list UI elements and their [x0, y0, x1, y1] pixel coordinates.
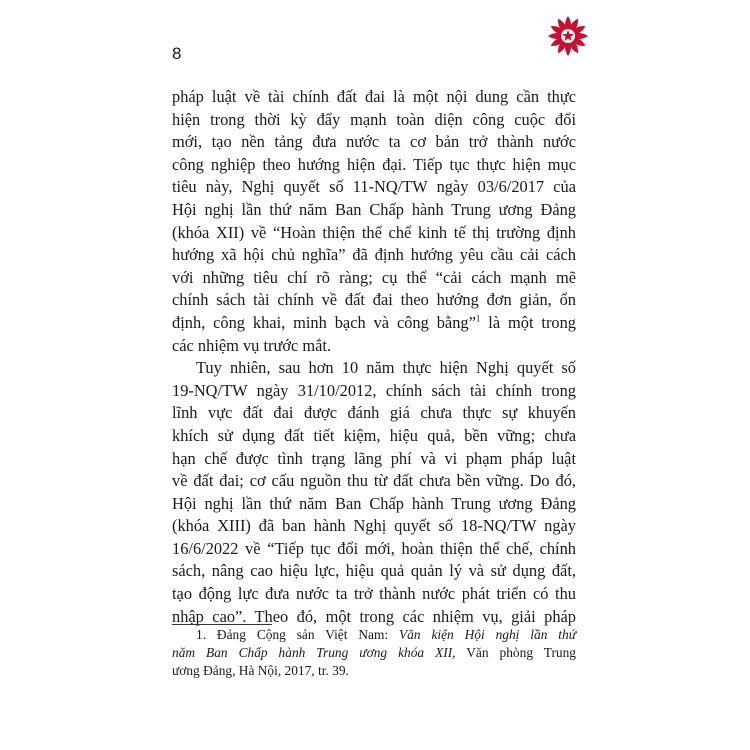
text-line: các nhiệm vụ trước mắt.: [172, 335, 332, 355]
footnote-publisher: Văn phòng Trung: [455, 645, 576, 660]
text-line: hạn chế được tình trạng lãng phí và vi phạm pháp luật: [172, 448, 576, 468]
text-line: hiện trong thời kỳ đẩy mạnh toàn diện công cuộc đổi: [172, 109, 576, 129]
text-segment: định, công khai, minh bạch và công bằng”: [172, 312, 476, 332]
footnote-reference[interactable]: 1: [475, 313, 481, 324]
text-line: (khóa XII) về “Hoàn thiện thể chế kinh tế thị trường định: [172, 222, 576, 242]
text-line: khích sử dụng đất tiết kiệm, hiệu quả, bền vững; chưa: [172, 425, 576, 445]
footnote-title: Văn kiện Hội nghị lần thứ: [398, 627, 576, 642]
text-line: với những tiêu chí rõ ràng; cụ thể “cải cách mạnh mẽ: [172, 267, 576, 287]
text-line-with-footnote: [172, 312, 576, 335]
text-line: lĩnh vực đất đai được đánh giá chưa thực sự khuyến: [172, 403, 576, 423]
footnote-divider: [172, 624, 272, 625]
text-line: Hội nghị lần thứ năm Ban Chấp hành Trung ương Đảng: [172, 493, 576, 513]
footnote-title: năm Ban Chấp hành Trung ương khóa XII,: [172, 645, 456, 660]
text-segment: là một trong: [480, 312, 577, 332]
footnote-line: [172, 626, 576, 644]
footnote-line: ương Đảng, Hà Nội, 2017, tr. 39.: [172, 663, 349, 678]
text-line: chính sách tài chính về đất đai theo hướng đơn giản, ổn: [172, 290, 576, 310]
text-line: hướng xã hội chủ nghĩa” đã định hướng yêu cầu cải cách: [172, 245, 576, 265]
text-line: công nghiệp theo hướng hiện đại. Tiếp tục thực hiện mục: [172, 154, 576, 174]
text-line: 16/6/2022 về “Tiếp tục đổi mới, hoàn thiện thể chế, chính: [172, 538, 576, 558]
page-number: 8: [172, 44, 182, 63]
footnote-line: [172, 644, 576, 662]
text-line: về đất đai; cơ cấu nguồn thu từ đất chưa bền vững. Do đó,: [172, 471, 576, 491]
text-line: tiêu này, Nghị quyết số 11-NQ/TW ngày 03/6/2017 của: [172, 177, 576, 197]
paragraph-1: [172, 86, 576, 357]
text-line: Tuy nhiên, sau hơn 10 năm thực hiện Nghị quyết số: [196, 358, 576, 378]
text-line: nhập cao”. Theo đó, một trong các nhiệm vụ, giải pháp: [172, 606, 576, 626]
text-line: 19-NQ/TW ngày 31/10/2012, chính sách tài chính trong: [172, 380, 576, 400]
red-lotus-star-emblem-icon: [546, 14, 590, 58]
paragraph-2: [172, 357, 576, 628]
text-line: (khóa XIII) đã ban hành Nghị quyết số 18-NQ/TW ngày: [172, 516, 576, 536]
text-line: sách, nâng cao hiệu lực, hiệu quả quản lý và sử dụng đất,: [172, 561, 576, 581]
text-line: Hội nghị lần thứ năm Ban Chấp hành Trung ương Đảng: [172, 199, 576, 219]
text-line: mới, tạo nền tảng đưa nước ta cơ bản trở thành nước: [172, 132, 576, 152]
footnote-prefix: 1. Đảng Cộng sản Việt Nam:: [196, 627, 399, 642]
text-line: tạo động lực đưa nước ta trở thành nước phát triển có thu: [172, 584, 576, 604]
body-text: [172, 86, 576, 628]
footnote: [172, 626, 576, 680]
text-line: pháp luật về tài chính đất đai là một nội dung cần thực: [172, 87, 576, 106]
